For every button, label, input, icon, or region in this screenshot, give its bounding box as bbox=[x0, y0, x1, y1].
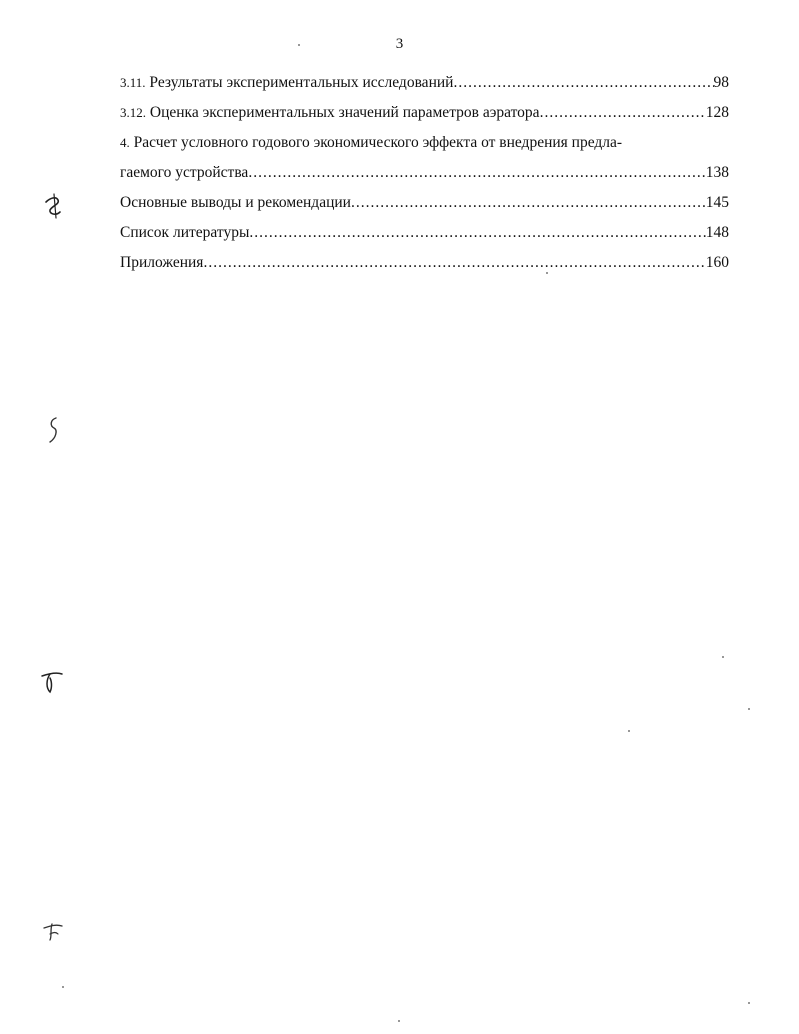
toc-entry-3-11 bbox=[120, 72, 729, 94]
handwritten-mark-icon bbox=[40, 190, 68, 222]
toc-entry-3-12 bbox=[120, 102, 729, 124]
toc-entry-page: 148 bbox=[705, 224, 729, 241]
toc-entry-number: 3.11. bbox=[120, 75, 146, 90]
toc-entry-title-text: Приложения bbox=[120, 254, 204, 271]
toc-entry-4-continuation bbox=[120, 162, 729, 184]
dot-leader bbox=[540, 102, 706, 124]
toc-entry-page: 145 bbox=[705, 194, 729, 211]
dot-leader bbox=[248, 162, 705, 184]
scan-speck bbox=[748, 1002, 750, 1004]
handwritten-mark-icon bbox=[40, 914, 68, 946]
toc-entry-title-text: Оценка экспериментальных значений параметров аэратора bbox=[149, 104, 540, 121]
toc-entry-page: 98 bbox=[713, 74, 729, 91]
handwritten-mark-icon bbox=[38, 666, 66, 698]
handwritten-mark-icon bbox=[42, 414, 70, 446]
toc-entry-title bbox=[120, 72, 453, 94]
toc-entry-title bbox=[120, 102, 540, 124]
toc-entry-title-text: Расчет условного годового экономического эффекта от внедрения предла- bbox=[133, 134, 623, 151]
dot-leader bbox=[351, 192, 706, 214]
toc-entry-number: 4. bbox=[120, 135, 130, 150]
page-number: 3 bbox=[395, 36, 404, 52]
toc-entry-title-text: Основные выводы и рекомендации bbox=[120, 194, 351, 211]
toc-entry-appendices bbox=[120, 252, 729, 274]
scan-speck bbox=[62, 986, 64, 988]
dot-leader bbox=[203, 252, 705, 274]
toc-entry-title-text: Результаты экспериментальных исследований bbox=[149, 74, 454, 91]
scan-speck bbox=[546, 272, 548, 274]
dot-leader bbox=[453, 72, 713, 94]
toc-entry-page: 138 bbox=[705, 164, 729, 181]
scan-speck bbox=[298, 44, 300, 46]
toc-entry-page: 128 bbox=[705, 104, 729, 121]
scan-speck bbox=[398, 1020, 400, 1022]
toc-entry-number: 3.12. bbox=[120, 105, 146, 120]
scan-speck bbox=[722, 656, 724, 658]
toc-entry-conclusions bbox=[120, 192, 729, 214]
toc-entry-title-continuation: гаемого устройства bbox=[120, 164, 249, 181]
scan-speck bbox=[628, 730, 630, 732]
toc-entry-references bbox=[120, 222, 729, 244]
dot-leader bbox=[249, 222, 705, 244]
toc-entry-title-text: Список литературы bbox=[120, 224, 250, 241]
scan-speck bbox=[748, 708, 750, 710]
toc-entry-page: 160 bbox=[705, 254, 729, 271]
toc-entry-4 bbox=[120, 132, 729, 154]
